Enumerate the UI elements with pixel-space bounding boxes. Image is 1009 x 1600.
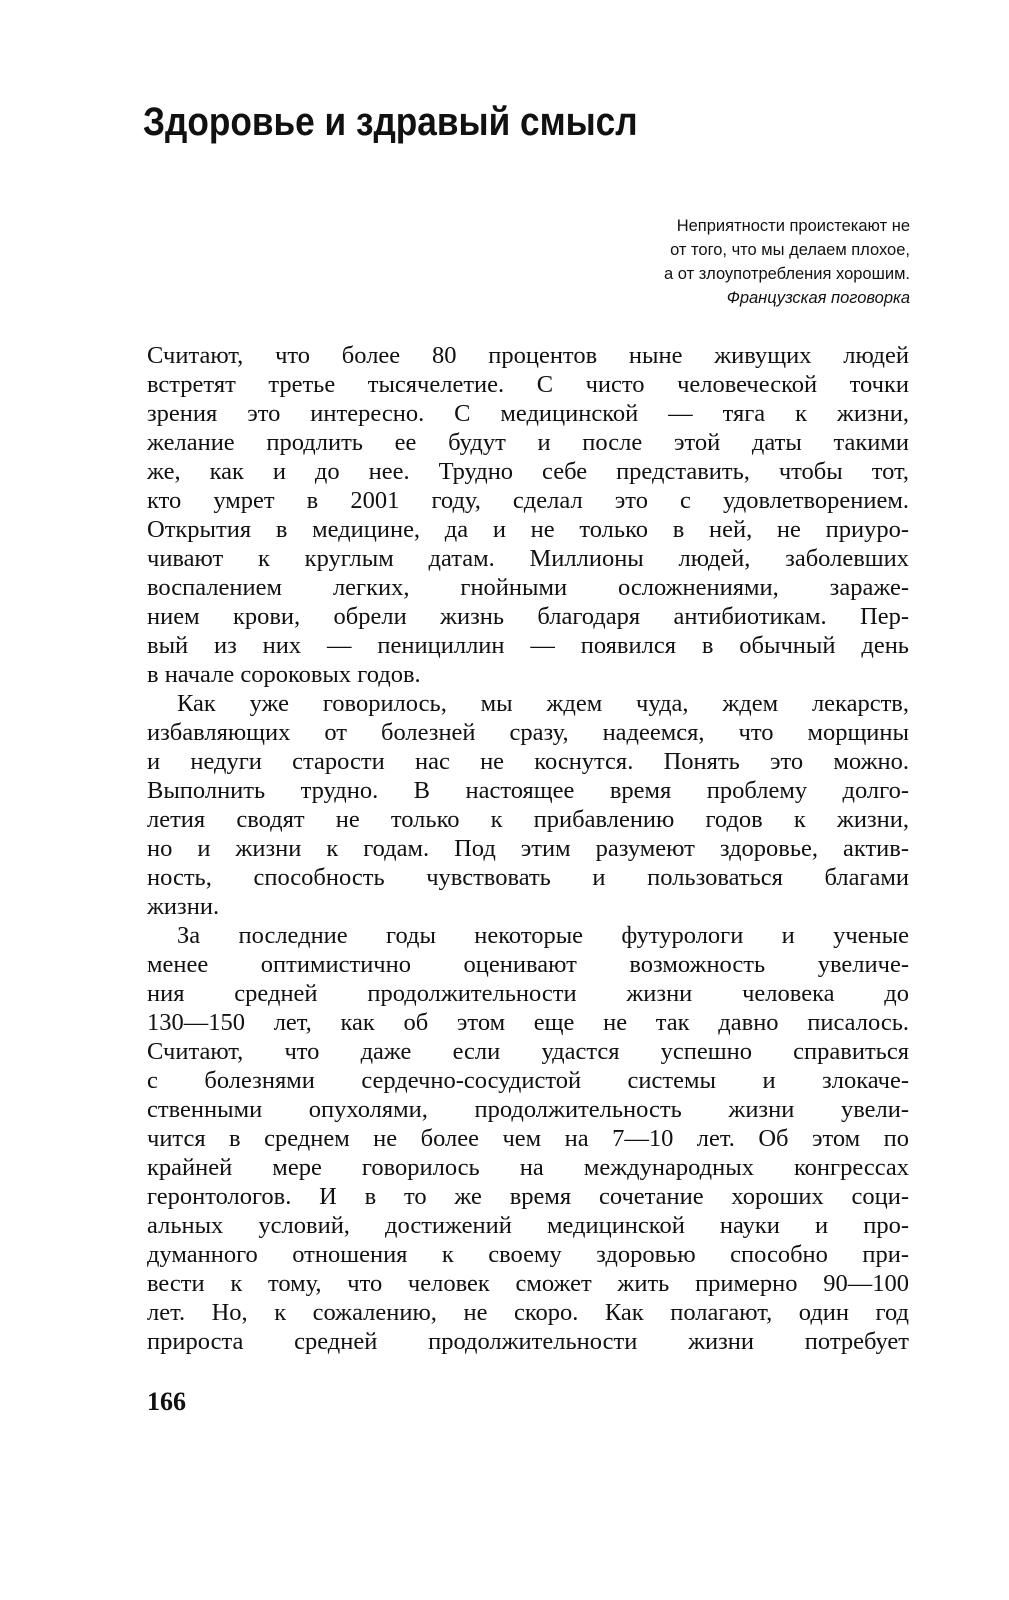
epigraph — [540, 214, 910, 310]
paragraph — [147, 689, 909, 921]
text-line: ность, способность чувствовать и пользоваться благами — [147, 864, 909, 891]
text-line: летия сводят не только к прибавлению годов к жизни, — [147, 806, 909, 833]
text-line: зрения это интересно. С медицинской — тяга к жизни, — [147, 400, 909, 427]
text-line: Считают, что более 80 процентов ныне живущих людей — [147, 342, 909, 369]
chapter-title: Здоровье и здравый смысл — [143, 100, 638, 144]
text-line: но и жизни к годам. Под этим разумеют здоровье, актив- — [147, 835, 909, 862]
text-line: желание продлить ее будут и после этой даты такими — [147, 429, 909, 456]
text-line: вый из них — пенициллин — появился в обычный день — [147, 632, 909, 659]
epigraph-line: а от злоупотребления хорошим. — [664, 265, 910, 283]
text-line: 130—150 лет, как об этом еще не так давно писалось. — [147, 1009, 909, 1036]
text-line: с болезнями сердечно-сосудистой системы и злокаче- — [147, 1067, 909, 1094]
text-line: ственными опухолями, продолжительность жизни увели- — [147, 1096, 909, 1123]
text-line: воспалением легких, гнойными осложнениями, зараже- — [147, 574, 909, 601]
text-line: Выполнить трудно. В настоящее время проблему долго- — [147, 777, 909, 804]
text-line: избавляющих от болезней сразу, надеемся, что морщины — [147, 719, 909, 746]
page-number: 166 — [147, 1387, 186, 1416]
text-line: альных условий, достижений медицинской науки и про- — [147, 1212, 909, 1239]
text-line: вести к тому, что человек сможет жить примерно 90—100 — [147, 1270, 909, 1297]
text-line: менее оптимистично оценивают возможность увеличе- — [147, 951, 909, 978]
text-line: лет. Но, к сожалению, не скоро. Как полагают, один год — [147, 1299, 909, 1326]
body-text — [147, 341, 909, 1356]
text-line: Как уже говорилось, мы ждем чуда, ждем лекарств, — [177, 690, 909, 717]
text-line: жизни. — [147, 893, 220, 920]
text-line: в начале сороковых годов. — [147, 661, 421, 688]
paragraph — [147, 921, 909, 1356]
text-line: Открытия в медицине, да и не только в ней, не приуро- — [147, 516, 909, 543]
text-line: думанного отношения к своему здоровью способно при- — [147, 1241, 909, 1268]
text-line: За последние годы некоторые футурологи и ученые — [177, 922, 909, 949]
text-line: крайней мере говорилось на международных конгрессах — [147, 1154, 909, 1181]
text-line: чивают к круглым датам. Миллионы людей, заболевших — [147, 545, 909, 572]
text-line: нием крови, обрели жизнь благодаря антибиотикам. Пер- — [147, 603, 909, 630]
text-line: и недуги старости нас не коснутся. Понять это можно. — [147, 748, 909, 775]
text-line: встретят третье тысячелетие. С чисто человеческой точки — [147, 371, 909, 398]
paragraph — [147, 341, 909, 689]
text-line: геронтологов. И в то же время сочетание хороших соци- — [147, 1183, 909, 1210]
text-line: Считают, что даже если удастся успешно справиться — [147, 1038, 909, 1065]
epigraph-line: от того, что мы делаем плохое, — [670, 241, 910, 259]
text-line: кто умрет в 2001 году, сделал это с удовлетворением. — [147, 487, 909, 514]
text-line: ния средней продолжительности жизни человека до — [147, 980, 909, 1007]
text-line: прироста средней продолжительности жизни потребует — [147, 1328, 909, 1355]
text-line: же, как и до нее. Трудно себе представить, чтобы тот, — [147, 458, 909, 485]
text-line: чится в среднем не более чем на 7—10 лет. Об этом по — [147, 1125, 909, 1152]
epigraph-line: Неприятности проистекают не — [676, 217, 910, 235]
epigraph-source: Французская поговорка — [726, 289, 910, 307]
